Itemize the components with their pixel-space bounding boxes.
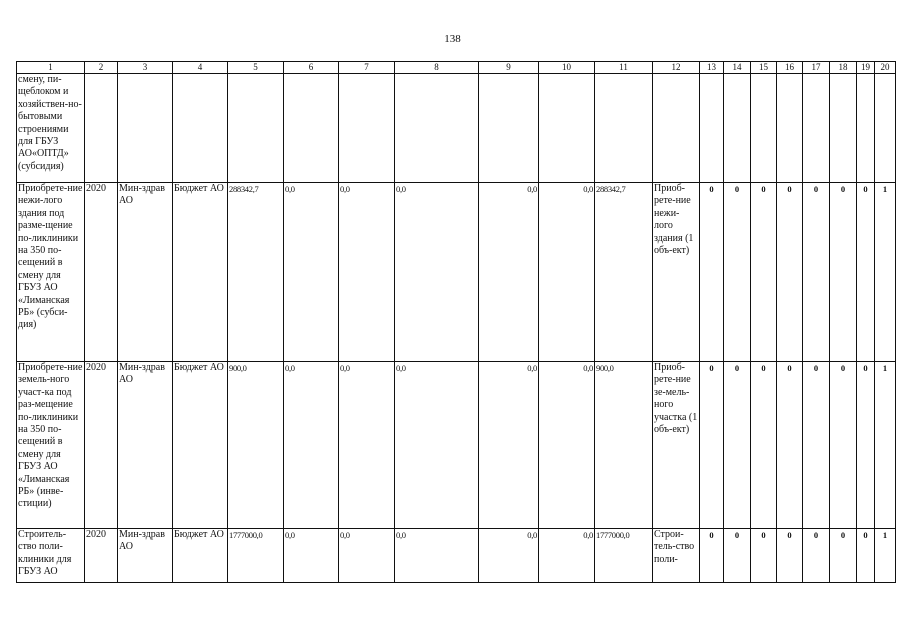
executor-cell: Мин-здрав АО bbox=[118, 183, 173, 362]
indicator-cell bbox=[830, 74, 857, 183]
amount-cell: 288342,7 bbox=[595, 183, 653, 362]
amount-cell: 0,0 bbox=[539, 362, 595, 529]
result-cell bbox=[653, 74, 700, 183]
source-cell: Бюджет АО bbox=[173, 183, 228, 362]
amount-cell: 0,0 bbox=[284, 183, 339, 362]
indicator-cell bbox=[857, 74, 875, 183]
indicator-cell: 0 bbox=[857, 529, 875, 583]
measure-cell: Приобрете-ние земель-ного участ-ка под раз-мещение по-ликлиники на 350 по-сещений в смену для ГБУЗ АО «Лиманская РБ» (инве-стиции) bbox=[17, 362, 85, 529]
executor-cell: Мин-здрав АО bbox=[118, 529, 173, 583]
amount-cell: 0,0 bbox=[284, 362, 339, 529]
col-number: 8 bbox=[395, 62, 479, 74]
col-number: 7 bbox=[339, 62, 395, 74]
indicator-cell bbox=[700, 74, 724, 183]
indicator-cell: 0 bbox=[751, 529, 777, 583]
total-cell: 1777000,0 bbox=[228, 529, 284, 583]
result-cell: Строи-тель-ство поли- bbox=[653, 529, 700, 583]
indicator-cell bbox=[777, 74, 803, 183]
indicator-cell: 0 bbox=[830, 362, 857, 529]
indicator-cell: 0 bbox=[777, 183, 803, 362]
indicator-cell: 0 bbox=[830, 529, 857, 583]
col-number: 19 bbox=[857, 62, 875, 74]
col-number: 14 bbox=[724, 62, 751, 74]
amount-cell: 0,0 bbox=[395, 183, 479, 362]
col-number: 13 bbox=[700, 62, 724, 74]
indicator-cell: 0 bbox=[857, 183, 875, 362]
indicator-cell: 0 bbox=[803, 183, 830, 362]
amount-cell bbox=[339, 74, 395, 183]
amount-cell bbox=[479, 74, 539, 183]
amount-cell: 0,0 bbox=[479, 183, 539, 362]
total-cell bbox=[228, 74, 284, 183]
total-cell: 288342,7 bbox=[228, 183, 284, 362]
indicator-cell: 0 bbox=[751, 362, 777, 529]
amount-cell bbox=[284, 74, 339, 183]
amount-cell: 0,0 bbox=[479, 362, 539, 529]
indicator-cell: 0 bbox=[724, 362, 751, 529]
indicator-cell: 1 bbox=[875, 362, 896, 529]
indicator-cell: 0 bbox=[803, 362, 830, 529]
col-number: 15 bbox=[751, 62, 777, 74]
col-number: 2 bbox=[85, 62, 118, 74]
indicator-cell: 0 bbox=[724, 529, 751, 583]
measure-cell: Строитель-ство поли-клиники для ГБУЗ АО bbox=[17, 529, 85, 583]
amount-cell bbox=[595, 74, 653, 183]
col-number: 10 bbox=[539, 62, 595, 74]
amount-cell: 0,0 bbox=[339, 183, 395, 362]
source-cell: Бюджет АО bbox=[173, 529, 228, 583]
year-cell: 2020 bbox=[85, 362, 118, 529]
indicator-cell bbox=[724, 74, 751, 183]
indicator-cell: 0 bbox=[803, 529, 830, 583]
column-number-row bbox=[17, 62, 896, 74]
indicator-cell: 0 bbox=[700, 183, 724, 362]
indicator-cell bbox=[875, 74, 896, 183]
amount-cell: 0,0 bbox=[339, 362, 395, 529]
indicator-cell: 0 bbox=[777, 529, 803, 583]
indicator-cell: 1 bbox=[875, 529, 896, 583]
page-number: 138 bbox=[444, 33, 461, 45]
amount-cell: 0,0 bbox=[539, 529, 595, 583]
indicator-cell: 0 bbox=[724, 183, 751, 362]
amount-cell bbox=[539, 74, 595, 183]
program-table bbox=[16, 61, 896, 583]
indicator-cell: 0 bbox=[700, 529, 724, 583]
indicator-cell: 0 bbox=[857, 362, 875, 529]
indicator-cell bbox=[803, 74, 830, 183]
result-cell: Приоб-рете-ние нежи-лого здания (1 объ-ект) bbox=[653, 183, 700, 362]
table-row bbox=[17, 183, 896, 362]
indicator-cell bbox=[751, 74, 777, 183]
col-number: 11 bbox=[595, 62, 653, 74]
amount-cell: 0,0 bbox=[479, 529, 539, 583]
table-row bbox=[17, 362, 896, 529]
measure-cell: Приобрете-ние нежи-лого здания под разме-щение по-ликлиники на 350 по-сещений в смену для ГБУЗ АО «Лиманская РБ» (субси-дия) bbox=[17, 183, 85, 362]
col-number: 17 bbox=[803, 62, 830, 74]
amount-cell: 900,0 bbox=[595, 362, 653, 529]
amount-cell: 0,0 bbox=[395, 362, 479, 529]
col-number: 4 bbox=[173, 62, 228, 74]
indicator-cell: 0 bbox=[830, 183, 857, 362]
indicator-cell: 1 bbox=[875, 183, 896, 362]
col-number: 1 bbox=[17, 62, 85, 74]
year-cell bbox=[85, 74, 118, 183]
source-cell: Бюджет АО bbox=[173, 362, 228, 529]
indicator-cell: 0 bbox=[777, 362, 803, 529]
year-cell: 2020 bbox=[85, 183, 118, 362]
executor-cell bbox=[118, 74, 173, 183]
year-cell: 2020 bbox=[85, 529, 118, 583]
indicator-cell: 0 bbox=[751, 183, 777, 362]
total-cell: 900,0 bbox=[228, 362, 284, 529]
col-number: 12 bbox=[653, 62, 700, 74]
table-row bbox=[17, 74, 896, 183]
table-row bbox=[17, 529, 896, 583]
col-number: 18 bbox=[830, 62, 857, 74]
amount-cell: 0,0 bbox=[539, 183, 595, 362]
amount-cell: 1777000,0 bbox=[595, 529, 653, 583]
source-cell bbox=[173, 74, 228, 183]
amount-cell: 0,0 bbox=[339, 529, 395, 583]
amount-cell bbox=[395, 74, 479, 183]
col-number: 3 bbox=[118, 62, 173, 74]
measure-cell: смену, пи-щеблоком и хозяйствен-но-бытовыми строениями для ГБУЗ АО«ОПТД» (субсидия) bbox=[17, 74, 85, 183]
executor-cell: Мин-здрав АО bbox=[118, 362, 173, 529]
indicator-cell: 0 bbox=[700, 362, 724, 529]
result-cell: Приоб-рете-ние зе-мель-ного участка (1 объ-ект) bbox=[653, 362, 700, 529]
col-number: 6 bbox=[284, 62, 339, 74]
col-number: 9 bbox=[479, 62, 539, 74]
amount-cell: 0,0 bbox=[284, 529, 339, 583]
col-number: 16 bbox=[777, 62, 803, 74]
col-number: 5 bbox=[228, 62, 284, 74]
col-number: 20 bbox=[875, 62, 896, 74]
amount-cell: 0,0 bbox=[395, 529, 479, 583]
